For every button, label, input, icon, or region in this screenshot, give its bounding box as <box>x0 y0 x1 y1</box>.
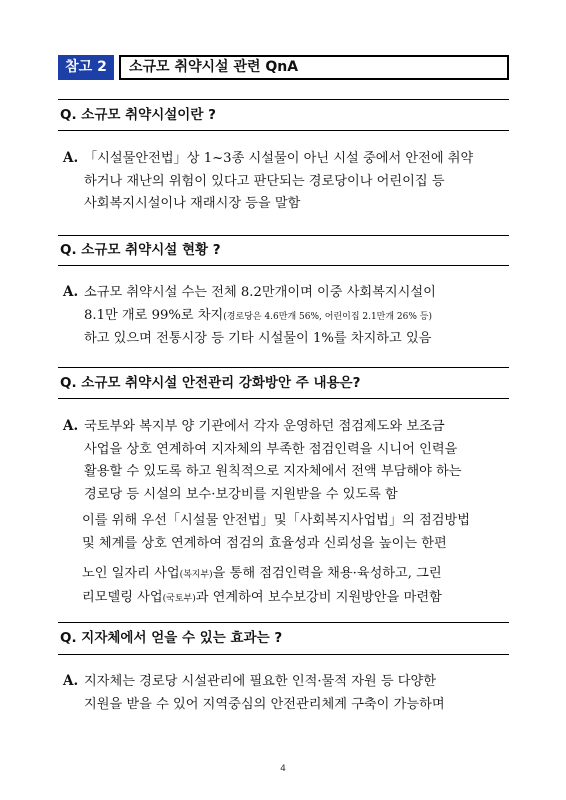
answer-mark-4: A. <box>63 673 79 689</box>
divider <box>58 398 509 399</box>
note: (복지부) <box>179 570 213 580</box>
question-2: Q. 소규모 취약시설 현황 ? <box>60 242 221 258</box>
answer-3-p3-line <box>82 587 514 611</box>
answer-1-line: 「시설물안전법」상 1~3종 시설물이 아닌 시설 중에서 안전에 취약 <box>84 151 474 166</box>
answer-mark-2: A. <box>63 284 79 300</box>
note: (국토부) <box>162 593 196 604</box>
answer-3-line: 활용할 수 있도록 하고 원칙적으로 지자체에서 전액 부담해야 하는 <box>84 464 462 479</box>
text: 노인 일자리 사업 <box>82 566 180 581</box>
answer-4-line: 지원을 받을 수 있어 지역중심의 안전관리체계 구축이 가능하며 <box>84 696 445 712</box>
answer-3-p2-line: 및 체계를 상호 연계하여 점검의 효율성과 신뢰성을 높이는 한편 <box>82 535 447 551</box>
divider <box>58 654 509 655</box>
answer-4-line: 지자체는 경로당 시설관리에 필요한 인적·물적 자원 등 다양한 <box>84 674 437 689</box>
answer-3-p3-line <box>82 563 514 587</box>
answer-3-line: 경로당 등 시설의 보수·보강비를 지원받을 수 있도록 함 <box>84 486 398 502</box>
answer-3-p2-line: 이를 위해 우선「시설물 안전법」및「사회복지사업법」의 점검방법 <box>82 513 470 528</box>
answer-4 <box>84 671 516 716</box>
answer-3-line: 사업을 상호 연계하여 지자체의 부족한 점검인력을 시니어 인력을 <box>84 441 458 457</box>
answer-mark-1: A. <box>63 150 79 166</box>
reference-tag: 참고 2 <box>58 55 114 80</box>
section-header <box>58 55 509 80</box>
answer-2-line: 소규모 취약시설 수는 전체 8.2만개이며 이중 사회복지시설이 <box>84 285 436 300</box>
answer-3-paragraph-3 <box>82 563 514 610</box>
answer-3 <box>84 416 516 506</box>
answer-2-main: 8.1만 개로 99%로 차지 <box>84 307 224 323</box>
divider <box>58 99 509 100</box>
text: 리모델링 사업 <box>82 589 163 605</box>
answer-1 <box>84 148 516 216</box>
question-1: Q. 소규모 취약시설이란 ? <box>60 107 216 123</box>
answer-2 <box>84 282 516 351</box>
divider <box>58 367 509 368</box>
answer-1-line: 사회복지시설이나 재래시장 등을 말함 <box>84 196 301 211</box>
section-title: 소규모 취약시설 관련 QnA <box>119 55 509 80</box>
divider <box>58 622 509 623</box>
divider <box>58 130 509 131</box>
answer-2-line: 하고 있으며 전통시장 등 기타 시설물이 1%를 차지하고 있음 <box>84 331 432 346</box>
page-number: 4 <box>280 764 286 774</box>
question-3: Q. 소규모 취약시설 안전관리 강화방안 주 내용은? <box>60 375 361 391</box>
answer-3-line: 국토부와 복지부 양 기관에서 각자 운영하던 점검제도와 보조금 <box>84 419 445 434</box>
divider <box>58 265 509 266</box>
answer-2-line <box>84 305 516 329</box>
answer-1-line: 하거나 재난의 위험이 있다고 판단되는 경로당이나 어린이집 등 <box>84 173 445 189</box>
divider <box>58 235 509 236</box>
answer-mark-3: A. <box>63 418 79 434</box>
text: 을 통해 점검인력을 채용·육성하고, 그린 <box>212 566 442 581</box>
text: 과 연계하여 보수보강비 지원방안을 마련함 <box>195 589 442 605</box>
answer-2-note: (경로당은 4.6만개 56%, 어린이집 2.1만개 26% 등) <box>223 311 433 322</box>
answer-3-paragraph-2 <box>82 510 514 555</box>
question-4: Q. 지자체에서 얻을 수 있는 효과는 ? <box>60 630 283 646</box>
